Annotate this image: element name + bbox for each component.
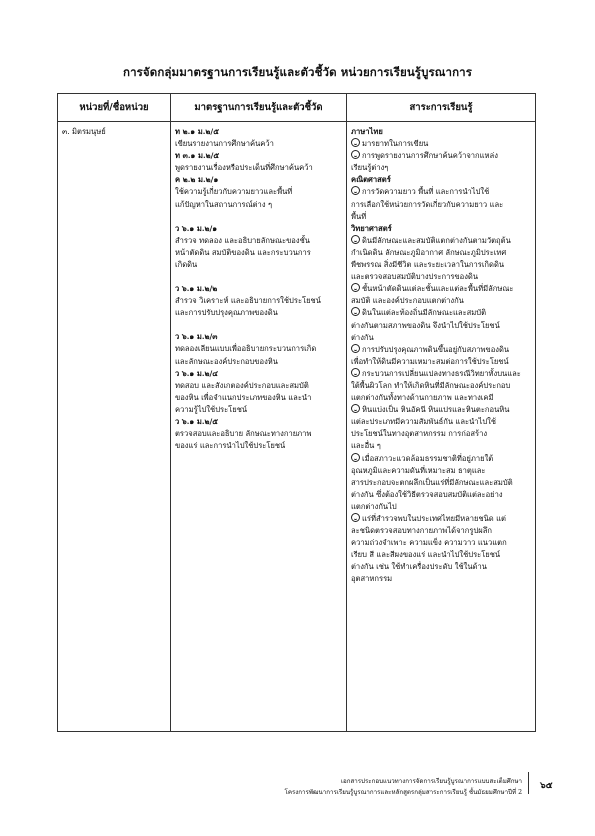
content-text: อุณหภูมิและความดันที่เหมาะสม ธาตุและ [351,465,486,475]
content-line [351,404,532,416]
content-line [351,416,532,428]
standard-text: ของแร่ และการนำไปใช้ประโยชน์ [175,441,286,451]
standard-text: เขียนรายงานการศึกษาค้นคว้า [175,139,274,149]
content-line [351,501,532,513]
standards-cell [171,122,347,732]
smiley-bullet-icon [351,138,360,147]
content-text: และตรวจสอบสมบัติบางประการของดิน [351,272,479,282]
content-text: อุตสาหกรรม [351,574,393,584]
unit-cell [58,122,171,732]
content-text: แตกต่างกันทั้งทางด้านกายภาพ และทางเคมี [351,393,494,403]
content-line [351,392,532,404]
content-line [351,356,532,368]
content-text: ประโยชน์ในทางอุตสาหกรรม การก่อสร้าง [351,429,488,439]
content-line [351,465,532,477]
standard-code: ว ๖.๑ ม.๒/๔ [175,368,219,378]
subject-heading: ภาษาไทย [351,127,383,136]
smiley-bullet-icon [351,404,360,413]
content-text: สารประกอบจะตกผลึกเป็นแร่ที่มีลักษณะและสมบัติ [351,477,513,487]
content-line [351,453,532,465]
header-unit: หน่วยที่/ชื่อหน่วย [58,94,171,122]
footer-divider [528,772,529,794]
content-line [351,150,532,162]
content-text: ความถ่วงจำเพาะ ความแข็ง ความวาว แนวแตก [351,538,507,548]
content-text: พื้นที่ [351,211,367,221]
content-item [351,283,532,307]
content-line [351,186,532,198]
standard-code: ว ๖.๑ ม.๒/๒ [175,284,218,294]
spacer [175,319,343,331]
standard-block [175,368,343,416]
content-item [351,453,532,513]
standard-text: ใช้ความรู้เกี่ยวกับความยาวและพื้นที่ [175,187,293,197]
content-line [351,307,532,319]
content-item [351,138,532,150]
smiley-bullet-icon [351,513,360,522]
content-text: การปรับปรุงคุณภาพดินขึ้นอยู่กับสภาพของดิน [362,344,510,354]
content-line [351,525,532,537]
content-text: กำเนิดดิน ลักษณะภูมิอากาศ ลักษณะภูมิประเทศ [351,247,507,257]
standard-code: ว ๖.๑ ม.๒/๓ [175,332,218,342]
standards-table [57,93,536,732]
smiley-bullet-icon [351,150,360,159]
content-text: การเลือกใช้หน่วยการวัดเกี่ยวกับความยาว และ [351,199,504,209]
standard-text: ทดสอบ และสังเกตองค์ประกอบและสมบัติ [175,380,309,390]
content-text: ดินในแต่ละท้องถิ่นมีลักษณะและสมบัติ [362,308,487,318]
content-line [351,271,532,283]
header-content: สาระการเรียนรู้ [347,94,536,122]
standard-text: ตรวจสอบและอธิบาย ลักษณะทางกายภาพ [175,429,312,439]
content-item [351,186,532,222]
page-title: การจัดกลุ่มมาตรฐานการเรียนรู้และตัวชี้วัด หน่วยการเรียนรู้บูรณาการ [123,65,472,79]
content-line [351,549,532,561]
content-text: การวัดความยาว พื้นที่ และการนำไปใช้ [362,187,490,197]
content-text: ละชนิดตรวจสอบทางกายภาพได้จากรูปผลึก [351,526,492,536]
standard-code: ท ๒.๑ ม.๒/๕ [175,127,219,136]
smiley-bullet-icon [351,344,360,353]
content-line [351,489,532,501]
standard-block [175,416,343,452]
smiley-bullet-icon [351,283,360,292]
content-item [351,344,532,368]
standard-text: แก้ปัญหาในสถานการณ์ต่าง ๆ [175,199,273,209]
content-item [351,235,532,283]
content-item [351,368,532,404]
subject-heading: วิทยาศาสตร์ [351,223,392,233]
content-text: ต่างกัน เช่น ใช้ทำเครื่องประดับ ใช้ในด้าน [351,562,487,572]
content-text: สมบัติ และองค์ประกอบแตกต่างกัน [351,296,464,306]
content-text: ใต้พื้นผิวโลก ทำให้เกิดหินที่มีลักษณะองค์ประกอบ [351,380,511,390]
content-text: ดินมีลักษณะและสมบัติแตกต่างกันตามวัตถุต้น [362,235,511,245]
smiley-bullet-icon [351,453,360,462]
standard-text: ความรู้ไปใช้ประโยชน์ [175,404,248,414]
content-text: การพูดรายงานการศึกษาค้นคว้าจากแหล่ง [362,151,498,161]
standard-block [175,223,343,271]
standard-block [175,283,343,319]
content-line [351,283,532,295]
standard-text: หน้าตัดดิน สมบัติของดิน และกระบวนการ [175,247,311,257]
header-standards: มาตรฐานการเรียนรู้และตัวชี้วัด [171,94,347,122]
content-line [351,477,532,489]
standard-text: พูดรายงานเรื่องหรือประเด็นที่ศึกษาค้นคว้า [175,163,313,173]
standard-text: ทดลองเลียนแบบเพื่ออธิบายกระบวนการเกิด [175,344,317,354]
standard-text: และการปรับปรุงคุณภาพของดิน [175,308,278,318]
smiley-bullet-icon [351,235,360,244]
content-line [351,344,532,356]
content-text: แร่ที่สำรวจพบในประเทศไทยมีหลายชนิด แต่ [362,514,506,523]
standard-text: สำรวจ ทดลอง และอธิบายลักษณะของชั้น [175,235,310,245]
subject-heading: คณิตศาสตร์ [351,175,391,185]
standard-block [175,174,343,210]
content-item [351,404,532,452]
content-line [351,162,532,174]
content-line [351,320,532,332]
content-line [351,332,532,344]
content-item [351,513,532,586]
unit-name: ๓. มิตรมนุษย์ [62,127,106,136]
content-line [351,295,532,307]
content-line [351,199,532,211]
standard-text: ของหิน เพื่อจำแนกประเภทของหิน และนำ [175,392,312,402]
content-item [351,307,532,343]
standard-text: และลักษณะองค์ประกอบของหิน [175,356,278,366]
standard-block [175,126,343,150]
content-line [351,513,532,525]
content-text: หินแบ่งเป็น หินอัคนี หินแปรและหินตะกอนหิน [362,405,510,415]
standard-code: ว ๖.๑ ม.๒/๕ [175,416,219,426]
content-line [351,428,532,440]
content-line [351,235,532,247]
content-text: เพื่อทำให้ดินมีความเหมาะสมต่อการใช้ประโยชน์ [351,356,509,366]
content-text: ต่างกัน ซึ่งต้องใช้วิธีตรวจสอบสมบัติแต่ละอย่าง [351,489,503,499]
content-line [351,380,532,392]
content-text: แต่ละประเภทมีความสัมพันธ์กัน และนำไปใช้ [351,417,497,427]
footer-line-2: โครงการพัฒนาการเรียนรู้บูรณาการและหลักสูตรกลุ่มสาระการเรียนรู้ ชั้นมัธยมศึกษาปีที่ 2 [284,789,522,796]
smiley-bullet-icon [351,186,360,195]
content-line [351,573,532,585]
content-text: เรียบ สี และสีผงของแร่ และนำไปใช้ประโยชน์ [351,550,501,560]
content-line [351,211,532,223]
content-text: และอื่น ๆ [351,441,381,451]
content-text: พืชพรรณ สิ่งมีชีวิต และระยะเวลาในการเกิดดิน [351,260,505,270]
spacer [175,211,343,223]
standard-code: ค ๒.๒ ม.๒/๑ [175,175,219,185]
content-text: เมื่อสภาวะแวดล้อมธรรมชาติที่อยู่ภายใต้ [362,453,494,463]
content-item [351,150,532,174]
content-text: ต่างกันตามสภาพของดิน จึงนำไปใช้ประโยชน์ [351,320,500,330]
standard-code: ว ๖.๑ ม.๒/๑ [175,223,218,233]
spacer [175,271,343,283]
content-line [351,561,532,573]
content-line [351,537,532,549]
content-line [351,440,532,452]
standard-block [175,331,343,367]
content-line [351,368,532,380]
content-line [351,138,532,150]
standard-text: สำรวจ วิเคราะห์ และอธิบายการใช้ประโยชน์ [175,296,321,306]
table-row [58,122,536,732]
content-text: เรียนรู้ต่างๆ [351,163,389,173]
table-header-row [58,94,536,122]
content-line [351,259,532,271]
footer-line-1: เอกสารประกอบแนวทางการจัดการเรียนรู้บูรณาการแบบสะเต็มศึกษา [340,778,522,785]
content-text: แตกต่างกันไป [351,501,397,511]
content-text: ชั้นหน้าตัดดินแต่ละชั้นและแต่ละพื้นที่มีลักษณะ [362,284,514,294]
content-text: มารยาทในการเขียน [362,139,429,149]
standard-code: ท ๓.๑ ม.๒/๕ [175,151,220,161]
content-cell [347,122,536,732]
content-text: ต่างกัน [351,332,374,342]
content-text: กระบวนการเปลี่ยนแปลงทางธรณีวิทยาทั้งบนและ [362,368,521,378]
smiley-bullet-icon [351,368,360,377]
standard-text: เกิดดิน [175,259,198,269]
page-number: ๖๕ [540,781,553,791]
standard-block [175,150,343,174]
smiley-bullet-icon [351,307,360,316]
content-line [351,247,532,259]
